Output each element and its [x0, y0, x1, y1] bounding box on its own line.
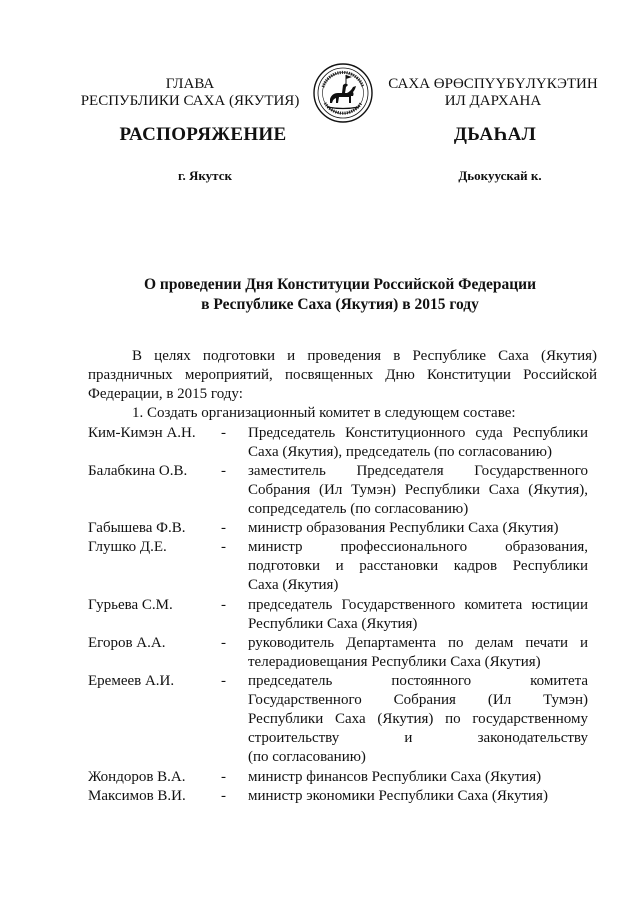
member-dash: -	[221, 425, 226, 441]
member-dash: -	[221, 635, 226, 651]
doc-type-sakha: ДЬАҺАЛ	[453, 124, 537, 145]
member-name: Балабкина О.В.	[88, 463, 188, 479]
member-position-line: заместитель Председателя Государственного	[248, 463, 588, 479]
member-position-line: сопредседатель (по согласованию)	[248, 501, 469, 517]
member-position-line: министр экономики Республики Саха (Якутия)	[248, 788, 548, 804]
member-dash: -	[221, 788, 226, 804]
member-dash: -	[221, 463, 226, 479]
member-position	[248, 672, 588, 767]
member-position-line: телерадиовещания Республики Саха (Якутия)	[248, 654, 541, 670]
member-position-line: Республики Саха (Якутия) по государственному	[248, 711, 588, 727]
header-right-line1: САХА ӨРӨСПҮҮБҮЛҮКЭТИН	[388, 76, 598, 92]
doc-type-russian: РАСПОРЯЖЕНИЕ	[119, 124, 287, 145]
member-position-line: подготовки и расстановки кадров Республики	[248, 558, 588, 574]
item-1: 1. Создать организационный комитет в следующем составе:	[132, 405, 516, 421]
place-sakha: Дьокуускай к.	[458, 168, 542, 183]
member-dash: -	[221, 769, 226, 785]
document-title	[90, 275, 590, 315]
member-dash: -	[221, 539, 226, 555]
title-line2: в Республике Саха (Якутия) в 2015 году	[201, 296, 479, 313]
member-position-line: председатель Государственного комитета юстиции	[248, 597, 588, 613]
member-position-line: Республики Саха (Якутия)	[248, 616, 418, 632]
member-position-line: Саха (Якутия), председатель (по согласованию)	[248, 444, 552, 460]
member-position	[248, 768, 588, 787]
member-dash: -	[221, 597, 226, 613]
header-left-line2: РЕСПУБЛИКИ САХА (ЯКУТИЯ)	[80, 93, 300, 109]
member-dash: -	[221, 673, 226, 689]
member-position-line: Собрания (Ил Тумэн) Республики Саха (Якутия),	[248, 482, 588, 498]
member-name: Гурьева С.М.	[88, 597, 173, 613]
member-position-line: председатель постоянного комитета	[248, 673, 588, 689]
member-position-line: министр финансов Республики Саха (Якутия)	[248, 769, 542, 785]
place-russian: г. Якутск	[178, 168, 232, 183]
intro-paragraph: В целях подготовки и проведения в Республике Саха (Якутия) праздничных мероприятий, посвященных Дню Конституции Российской Федерации, в 2015 году:	[88, 348, 597, 402]
member-position	[248, 596, 588, 634]
member-name: Егоров А.А.	[88, 635, 166, 651]
title-line1: О проведении Дня Конституции Российской Федерации	[143, 276, 537, 293]
member-position-line: Государственного Собрания (Ил Тумэн)	[248, 692, 588, 708]
member-name: Еремеев А.И.	[88, 673, 175, 689]
member-dash: -	[221, 520, 226, 536]
member-name: Глушко Д.Е.	[88, 539, 167, 555]
header-right	[386, 76, 600, 110]
coat-of-arms-seal	[313, 63, 373, 123]
member-name: Габышева Ф.В.	[88, 520, 186, 536]
member-position-line: Председатель Конституционного суда Республики	[248, 425, 588, 441]
member-position-line: строительству и законодательству	[248, 730, 588, 746]
header-left-line1: ГЛАВА	[165, 76, 215, 92]
member-position-line: руководитель Департамента по делам печати и	[248, 635, 588, 651]
member-position-line: министр образования Республики Саха (Якутия)	[248, 520, 559, 536]
member-position-line: (по согласованию)	[248, 749, 366, 765]
member-name: Ким-Кимэн А.Н.	[88, 425, 196, 441]
member-position	[248, 634, 588, 672]
member-name: Максимов В.И.	[88, 788, 186, 804]
header-right-line2: ИЛ ДАРХАНА	[444, 93, 542, 109]
member-position	[248, 424, 588, 462]
member-position	[248, 462, 588, 519]
member-position	[248, 538, 588, 595]
header-left	[60, 76, 320, 110]
seal-icon	[313, 63, 373, 123]
member-name: Жондоров В.А.	[88, 769, 186, 785]
member-position-line: Саха (Якутия)	[248, 577, 339, 593]
member-position-line: министр профессионального образования,	[248, 539, 588, 555]
member-position	[248, 787, 588, 806]
member-position	[248, 519, 588, 538]
